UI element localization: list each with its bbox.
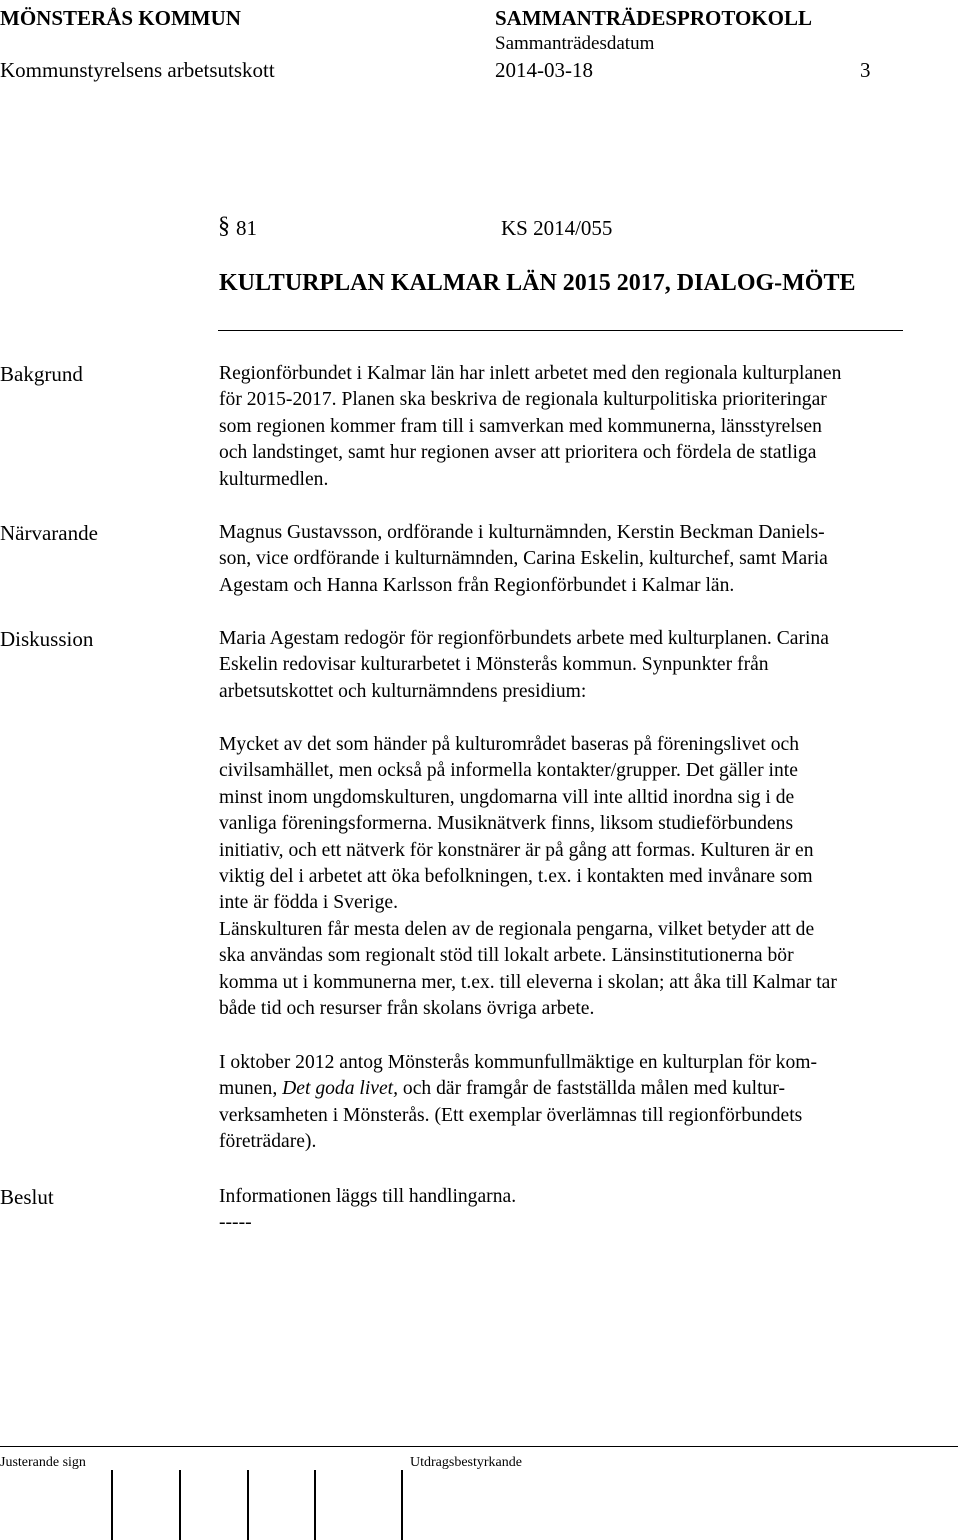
diskussion-line: Eskelin redovisar kulturarbetet i Mönsterås kommun. Synpunkter från (219, 654, 769, 676)
diskussion-october (219, 1050, 954, 1156)
diskussion-line: Maria Agestam redogör för regionförbundets arbete med kulturplanen. Carina (219, 628, 829, 649)
title-underline (218, 330, 903, 331)
item-number: 81 (236, 216, 257, 240)
diskussion-intro (219, 626, 954, 705)
date-label: Sammanträdesdatum (495, 33, 655, 54)
narvarande-line: son, vice ordförande i kulturnämnden, Carina Eskelin, kulturchef, samt Maria (219, 548, 828, 570)
points-line: initiativ, och ett nätverk för konstnärer är på gång att formas. Kulturen är en (219, 839, 814, 861)
protocol-title: SAMMANTRÄDESPROTOKOLL (495, 6, 812, 30)
bakgrund-line: Regionförbundet i Kalmar län har inlett arbetet med den regionala kulturplanen (219, 363, 842, 384)
footer-utdrag-label: Utdragsbestyrkande (410, 1455, 522, 1470)
bakgrund-line: som regionen kommer fram till i samverkan med kommunerna, länsstyrelsen (219, 415, 822, 437)
signature-box-divider (401, 1470, 403, 1540)
points-line: ska användas som regionalt stöd till lokalt arbete. Länsinstitutionerna bör (219, 945, 794, 967)
bakgrund-line: och landstinget, samt hur regionen avser att prioritera och fördela de statliga (219, 442, 817, 464)
october-line2-end: och där framgår de fastställda målen med kultur- (398, 1078, 786, 1100)
diskussion-points (219, 732, 954, 1022)
bakgrund-text (219, 361, 954, 493)
points-line: komma ut i kommunerna mer, t.ex. till eleverna i skolan; att åka till Kalmar tar (219, 971, 837, 993)
meeting-date: 2014-03-18 (495, 58, 593, 82)
beslut-text (219, 1184, 954, 1237)
points-line: inte är födda i Sverige. (219, 892, 399, 914)
signature-box-divider (314, 1470, 316, 1540)
section-sign: § (218, 213, 230, 239)
committee-name: Kommunstyrelsens arbetsutskott (0, 58, 275, 82)
points-line: både tid och resurser från skolans övriga arbete. (219, 998, 595, 1020)
label-diskussion: Diskussion (0, 627, 94, 651)
label-narvarande: Närvarande (0, 521, 98, 545)
points-line: vanliga föreningsformerna. Musiknätverk finns, liksom studieförbundens (219, 813, 794, 835)
case-number: KS 2014/055 (501, 216, 613, 240)
beslut-decision: Informationen läggs till handlingarna. (219, 1186, 517, 1207)
page-number: 3 (860, 58, 871, 82)
bakgrund-line: för 2015-2017. Planen ska beskriva de regionala kulturpolitiska prioriteringar (219, 389, 827, 411)
october-line: verksamheten i Mönsterås. (Ett exemplar överlämnas till regionförbundets (219, 1104, 803, 1126)
label-bakgrund: Bakgrund (0, 362, 83, 386)
october-line2-start: munen, (219, 1078, 283, 1100)
item-title: KULTURPLAN KALMAR LÄN 2015 2017, DIALOG-MÖTE (219, 270, 856, 296)
footer-justerande-label: Justerande sign (0, 1455, 86, 1470)
october-line: I oktober 2012 antog Mönsterås kommunfullmäktige en kulturplan för kom- (219, 1052, 818, 1073)
narvarande-line: Agestam och Hanna Karlsson från Regionförbundet i Kalmar län. (219, 574, 735, 596)
points-line: minst inom ungdomskulturen, ungdomarna vill inte alltid inordna sig i de (219, 786, 795, 808)
signature-box-divider (111, 1470, 113, 1540)
diskussion-line: arbetsutskottet och kulturnämndens presidium: (219, 680, 587, 702)
october-line: företrädare). (219, 1131, 317, 1153)
points-line: viktig del i arbetet att öka befolkningen, t.ex. i kontakten med invånare som (219, 866, 813, 888)
document-title-italic: Det goda livet, (282, 1078, 399, 1100)
footer-rule (0, 1446, 958, 1447)
narvarande-text (219, 520, 954, 599)
points-line: Mycket av det som händer på kulturområdet baseras på föreningslivet och (219, 734, 800, 755)
points-line: Länskulturen får mesta delen av de regionala pengarna, vilket betyder att de (219, 918, 815, 940)
municipality-name: MÖNSTERÅS KOMMUN (0, 6, 241, 30)
narvarande-line: Magnus Gustavsson, ordförande i kulturnämnden, Kerstin Beckman Daniels- (219, 522, 825, 543)
points-line: civilsamhället, men också på informella kontakter/grupper. Det gäller inte (219, 760, 798, 782)
signature-box-divider (179, 1470, 181, 1540)
signature-box-divider (247, 1470, 249, 1540)
bakgrund-line: kulturmedlen. (219, 468, 329, 490)
label-beslut: Beslut (0, 1185, 54, 1209)
october-line (219, 1076, 954, 1102)
beslut-end-marker: ----- (219, 1212, 252, 1234)
